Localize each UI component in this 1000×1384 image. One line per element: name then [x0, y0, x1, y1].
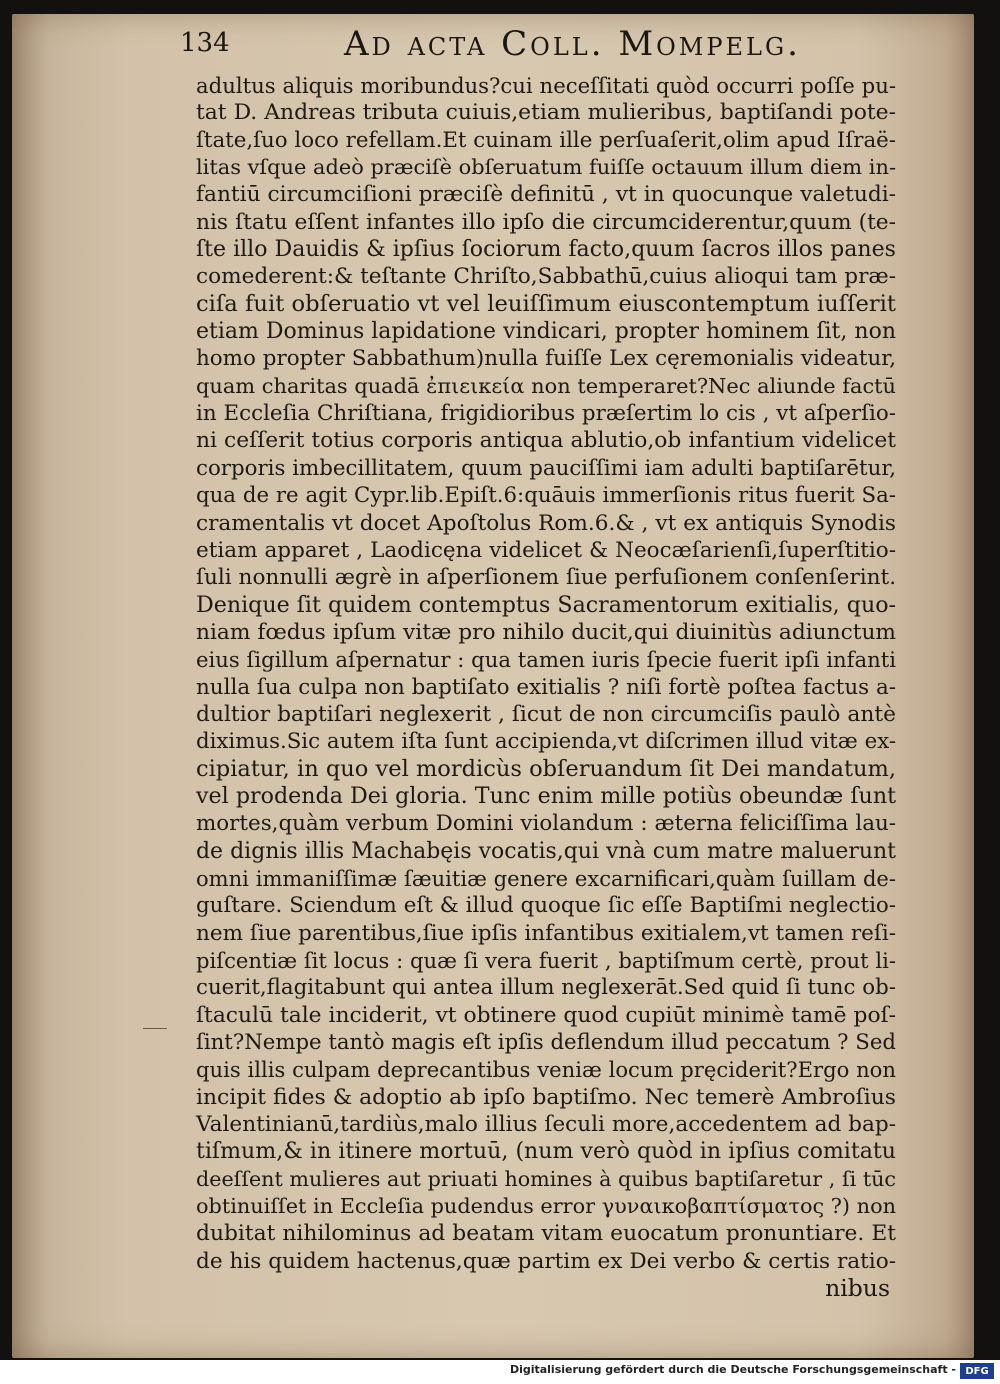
- body-text: [196, 72, 896, 1302]
- text-line: corporis imbecillitatem, quum pauciſſimi iam adulti baptiſarētur,: [196, 455, 896, 481]
- text-line: comederent:& teſtante Chriſto,Sabbathū,cuius alioqui tam præ-: [196, 264, 897, 290]
- funding-credit: Digitalisierung gefördert durch die Deutsche Forschungsgemeinschaft -: [509, 1363, 956, 1376]
- text-line: Valentinianū,tardiùs,malo illius ſeculi more,accedentem ad bap-: [196, 1112, 897, 1138]
- text-line: adultus aliquis moribundus?cui neceſſitati quòd occurri poſſe pu-: [196, 73, 896, 98]
- text-line: dubitat nihilominus ad beatam vitam euocatum pronuntiare. Et: [196, 1221, 896, 1247]
- text-line: guſtare. Sciendum eſt & illud quoque ſic eſſe Baptiſmi neglectio-: [196, 893, 896, 919]
- text-line: tat D. Andreas tributa cuiuis,etiam mulieribus, baptiſandi pote-: [196, 100, 896, 126]
- text-line: niam fœdus ipſum vitæ pro nihilo ducit,qui diuinitùs adiunctum: [196, 619, 896, 645]
- text-line: in Eccleſia Chriſtiana, frigidioribus præſertim lo cis , vt aſperſio-: [196, 401, 896, 427]
- text-line: ſtaculū tale inciderit, vt obtinere quod cupiūt minimè tamē poſ-: [196, 1002, 896, 1028]
- text-line: tiſmum,& in itinere mortuū, (num verò quòd in ipſius comitatu: [196, 1139, 896, 1165]
- dfg-logo: DFG: [960, 1363, 994, 1379]
- text-line: cramentalis vt docet Apoſtolus Rom.6.& , vt ex antiquis Synodis: [196, 510, 896, 536]
- page-header: [180, 24, 900, 70]
- text-line: cuerit,flagitabunt qui antea illum neglexerāt.Sed quid ſi tunc ob-: [196, 975, 896, 1001]
- text-line: fantiū circumciſioni præciſè definitū , vt in quocunque valetudi-: [196, 182, 896, 208]
- text-line: ni ceſſerit totius corporis antiqua ablutio,ob infantium videlicet: [196, 428, 896, 454]
- text-line: cipiatur, in quo vel mordicùs obſeruandum ſit Dei mandatum,: [196, 755, 896, 782]
- page-number: 134: [180, 28, 230, 58]
- text-line: qua de re agit Cypr.lib.Epiſt.6:quāuis immerſionis ritus fuerit Sa-: [196, 483, 896, 509]
- text-line: quis illis culpam deprecantibus veniæ locum pręciderit?Ergo non: [196, 1057, 896, 1083]
- text-line: ſint?Nempe tantò magis eſt ipſis deflendum illud peccatum ? Sed: [196, 1030, 896, 1056]
- margin-mark: [143, 1028, 167, 1029]
- text-line: eius ſigillum aſpernatur : qua tamen iuris ſpecie fuerit ipſi infanti: [196, 647, 896, 673]
- catchword: nibus: [825, 1274, 890, 1303]
- text-line: mortes,quàm verbum Domini violandum : æterna feliciſſima lau-: [196, 811, 896, 837]
- running-head: Ad acta Coll. Mompelg.: [344, 24, 801, 64]
- text-line: incipit fides & adoptio ab ipſo baptiſmo. Nec temerè Ambroſius: [196, 1084, 896, 1110]
- text-line: diximus.Sic autem iſta ſunt accipienda,vt diſcrimen illud vitæ ex-: [196, 729, 896, 755]
- footer-bar: [0, 1360, 1000, 1384]
- text-line: piſcentiæ ſit locus : quæ ſi vera fuerit , baptiſmum certè, prout li-: [196, 948, 896, 973]
- text-line: litas vſque adeò præciſè obſeruatum fuiſſe octauum illum diem in-: [196, 155, 896, 180]
- text-line: etiam Dominus lapidatione vindicari, propter hominem ſit, non: [196, 319, 896, 345]
- text-line: ſtate,ſuo loco refellam.Et cuinam ille perſuaſerit,olim apud Iſraë-: [196, 127, 896, 153]
- text-line: vel prodenda Dei gloria. Tunc enim mille potiùs obeundæ ſunt: [196, 782, 896, 809]
- text-line: nem ſiue parentibus,ſiue ipſis infantibus exitialem,vt tamen reſi-: [196, 920, 896, 946]
- text-line: de his quidem hactenus,quæ partim ex Dei verbo & certis ratio-: [196, 1248, 896, 1274]
- text-line: obtinuiſſet in Eccleſia pudendus error γυναικοβαπτίσματος ?) non: [196, 1194, 896, 1219]
- text-line: Denique ſit quidem contemptus Sacramentorum exitialis, quo-: [196, 591, 896, 618]
- text-line: quam charitas quadā ἐπιεικεία non temperaret?Nec aliunde factū: [196, 373, 896, 398]
- text-line: ſuli nonnulli ægrè in aſperſionem ſiue perfuſionem conſenſerint.: [196, 565, 897, 591]
- text-line: homo propter Sabbathum)nulla fuiſſe Lex cęremonialis videatur,: [196, 346, 896, 372]
- text-line: ciſa fuit obſeruatio vt vel leuiſſimum eiuscontemptum iuſſerit: [196, 290, 896, 317]
- text-line: nis ſtatu eſſent infantes illo ipſo die circumciderentur,quum (te-: [196, 209, 896, 235]
- text-line: ſte illo Dauidis & ipſius ſociorum facto,quum ſacros illos panes: [196, 237, 896, 263]
- text-line: deeſſent mulieres aut priuati homines à quibus baptiſaretur , ſi tūc: [196, 1166, 896, 1191]
- text-line: nulla ſua culpa non baptiſato exitialis ? niſi fortè poſtea factus a-: [196, 674, 896, 700]
- text-line: dultior baptiſari neglexerit , ſicut de non circumciſis paulò antè: [196, 701, 896, 727]
- text-line: etiam apparet , Laodicęna videlicet & Neocæſarienſi,ſuperſtitio-: [196, 537, 896, 563]
- text-line: omni immaniſſimæ ſæuitiæ genere excarnificari,quàm ſuillam de-: [196, 865, 896, 891]
- text-line: de dignis illis Machabęis vocatis,qui vnà cum matre maluerunt: [196, 838, 896, 864]
